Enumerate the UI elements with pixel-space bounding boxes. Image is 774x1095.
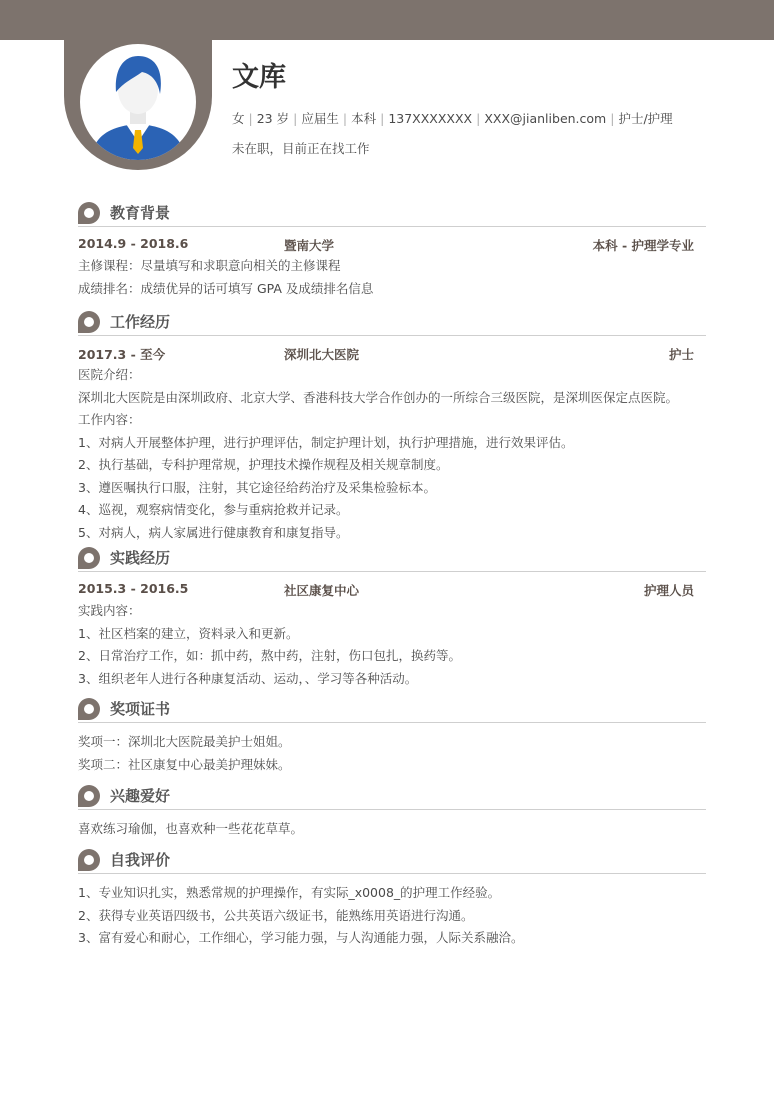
list-item: 成绩排名：成绩优异的话可填写 GPA 及成绩排名信息	[78, 280, 374, 296]
gender: 女	[232, 111, 245, 126]
list-item: 2、获得专业英语四级书，公共英语六级证书，能熟练用英语进行沟通。	[78, 907, 474, 923]
list-item: 3、遵医嘱执行口服，注射，其它途径给药治疗及采集检验标本。	[78, 479, 436, 495]
section-header	[78, 309, 706, 336]
target-position: 护士/护理	[618, 111, 673, 126]
work-section	[78, 309, 706, 544]
self-evaluation-section	[78, 847, 706, 950]
section-title: 工作经历	[110, 313, 171, 331]
degree: 本科	[351, 111, 377, 126]
section-marker-icon	[78, 849, 100, 871]
section-header	[78, 847, 706, 874]
education-section	[78, 200, 706, 300]
list-item: 2、执行基础，专科护理常规，护理技术操作规程及相关规章制度。	[78, 457, 449, 472]
avatar	[80, 44, 196, 160]
section-marker-icon	[78, 311, 100, 333]
practice-period: 2015.3 - 2016.5	[78, 581, 189, 596]
list-item: 3、富有爱心和耐心，工作细心，学习能力强，与人沟通能力强，人际关系融洽。	[78, 930, 524, 945]
email: XXX@jianliben.com	[484, 111, 607, 126]
work-role: 护士	[668, 347, 694, 362]
section-title: 实践经历	[110, 549, 171, 567]
list-item: 1、专业知识扎实，熟悉常规的护理操作，有实际_x0008_的护理工作经验。	[78, 885, 501, 900]
list-item: 奖项二：社区康复中心最美护理妹妹。	[78, 756, 291, 772]
list-item: 5、对病人，病人家属进行健康教育和康复指导。	[78, 524, 349, 540]
section-marker-icon	[78, 785, 100, 807]
basic-info: 女 | 23 岁 | 应届生 | 本科 | 137XXXXXXX | XXX@jianliben.com | 护士/护理	[232, 111, 673, 126]
avatar-person-icon	[80, 44, 196, 160]
list-item: 1、对病人开展整体护理，进行护理评估，制定护理计划，执行护理措施，进行效果评估。	[78, 434, 574, 450]
section-marker-icon	[78, 202, 100, 224]
section-header	[78, 545, 706, 572]
practice-role: 护理人员	[643, 583, 694, 598]
list-item: 喜欢练习瑜伽，也喜欢种一些花花草草。	[78, 821, 304, 836]
section-marker-icon	[78, 698, 100, 720]
list-item: 1、社区档案的建立，资料录入和更新。	[78, 625, 299, 641]
list-item: 3、组织老年人进行各种康复活动、运动，、学习等各种活动。	[78, 670, 418, 686]
list-item: 奖项一：深圳北大医院最美护士姐姐。	[78, 734, 291, 749]
education-period: 2014.9 - 2018.6	[78, 236, 189, 251]
awards-section	[78, 696, 706, 776]
phone: 137XXXXXXX	[388, 111, 473, 126]
list-item: 深圳北大医院是由深圳政府、北京大学、香港科技大学合作创办的一所综合三级医院，是深圳医保定点医院。	[78, 389, 679, 405]
section-header	[78, 200, 706, 227]
major: 本科 - 护理学专业	[592, 238, 694, 253]
education-row	[78, 233, 706, 255]
section-header	[78, 696, 706, 723]
job-status: 未在职，目前正在找工作	[232, 141, 370, 156]
section-title: 自我评价	[110, 851, 171, 869]
candidate-name: 文库	[232, 62, 286, 93]
age: 23 岁	[256, 111, 290, 126]
list-item: 主修课程：尽量填写和求职意向相关的主修课程	[78, 258, 341, 273]
status-type: 应届生	[301, 111, 339, 126]
company-name: 深圳北大医院	[284, 347, 360, 362]
practice-section	[78, 545, 706, 690]
list-item: 医院介绍：	[78, 367, 141, 382]
section-title: 奖项证书	[110, 700, 171, 718]
work-row	[78, 342, 706, 364]
list-item: 工作内容：	[78, 412, 141, 427]
list-item: 2、日常治疗工作，如：抓中药，熬中药，注射，伤口包扎，换药等。	[78, 648, 461, 663]
list-item: 4、巡视，观察病情变化，参与重病抢救并记录。	[78, 502, 349, 517]
section-marker-icon	[78, 547, 100, 569]
work-period: 2017.3 - 至今	[78, 347, 166, 362]
section-title: 教育背景	[110, 204, 171, 222]
hobbies-section	[78, 783, 706, 841]
section-header	[78, 783, 706, 810]
section-title: 兴趣爱好	[110, 787, 171, 805]
school-name: 暨南大学	[284, 238, 335, 253]
practice-org: 社区康复中心	[284, 583, 360, 598]
practice-row	[78, 578, 706, 600]
list-item: 实践内容：	[78, 603, 141, 618]
